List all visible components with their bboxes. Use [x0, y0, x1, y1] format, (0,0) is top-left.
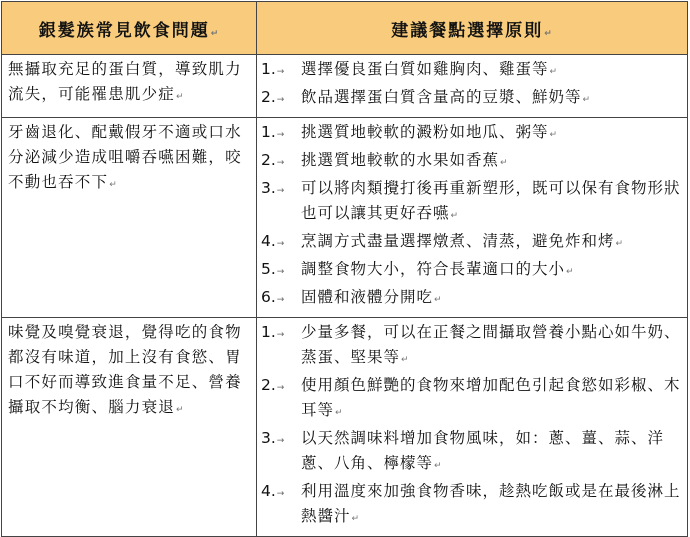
principles-cell: [257, 318, 688, 537]
list-item: 2.→ 飲品選擇蛋白質含量高的豆漿、鮮奶等↵: [261, 88, 592, 106]
problem-text: 無攝取充足的蛋白質，導致肌力流失，可能罹患肌少症: [8, 60, 242, 103]
list-item: 5.→ 調整食物大小，符合長輩適口的大小↵: [261, 260, 575, 278]
header-principles-label: 建議餐點選擇原則: [391, 20, 544, 41]
list-item: 6.→ 固體和液體分開吃↵: [261, 288, 443, 306]
list-item: 1.→ 選擇優良蛋白質如雞胸肉、雞蛋等↵: [261, 60, 559, 78]
principles-cell: [257, 55, 688, 118]
principles-cell: [257, 118, 688, 318]
problem-cell: 無攝取充足的蛋白質，導致肌力流失，可能罹患肌少症↵: [2, 55, 257, 118]
table-header-row: [2, 2, 688, 55]
problem-text: 味覺及嗅覺衰退，覺得吃的食物都沒有味道，加上沒有食慾、胃口不好而導致進食量不足、營養攝取不均衡、腦力衰退: [8, 323, 242, 416]
list-item: 4.→ 烹調方式盡量選擇燉煮、清蒸，避免炸和烤↵: [261, 232, 625, 250]
list-item: 3.→ 可以將肉類攪打後再重新塑形，既可以保有食物形狀也可以讓其更好吞嚥↵: [261, 179, 681, 222]
table-row: [2, 118, 688, 318]
problem-cell: 牙齒退化、配戴假牙不適或口水分泌減少造成咀嚼吞嚥困難，咬不動也吞不下↵: [2, 118, 257, 318]
problem-text: 牙齒退化、配戴假牙不適或口水分泌減少造成咀嚼吞嚥困難，咬不動也吞不下: [8, 123, 242, 191]
list-item: 3.→ 以天然調味料增加食物風味，如：蔥、薑、蒜、洋蔥、八角、檸檬等↵: [261, 429, 665, 472]
list-item: 1.→ 少量多餐，可以在正餐之間攝取營養小點心如牛奶、蒸蛋、堅果等↵: [261, 323, 681, 366]
header-problems: 銀髮族常見飲食問題↵: [2, 2, 257, 55]
list-item: 4.→ 利用溫度來加強食物香味，趁熱吃飯或是在最後淋上熱醬汁↵: [261, 482, 681, 525]
problem-cell: 味覺及嗅覺衰退，覺得吃的食物都沒有味道，加上沒有食慾、胃口不好而導致進食量不足、營養攝取不均衡、腦力衰退↵: [2, 318, 257, 537]
diet-table: [1, 1, 688, 537]
table-row: [2, 55, 688, 118]
list-item: 1.→ 挑選質地較軟的澱粉如地瓜、粥等↵: [261, 123, 559, 141]
table-row: [2, 318, 688, 537]
list-item: 2.→ 使用顏色鮮艷的食物來增加配色引起食慾如彩椒、木耳等↵: [261, 376, 681, 419]
list-item: 2.→ 挑選質地較軟的水果如香蕉↵: [261, 151, 509, 169]
header-problems-label: 銀髮族常見飲食問題: [38, 20, 210, 41]
header-principles: 建議餐點選擇原則↵: [257, 2, 688, 55]
